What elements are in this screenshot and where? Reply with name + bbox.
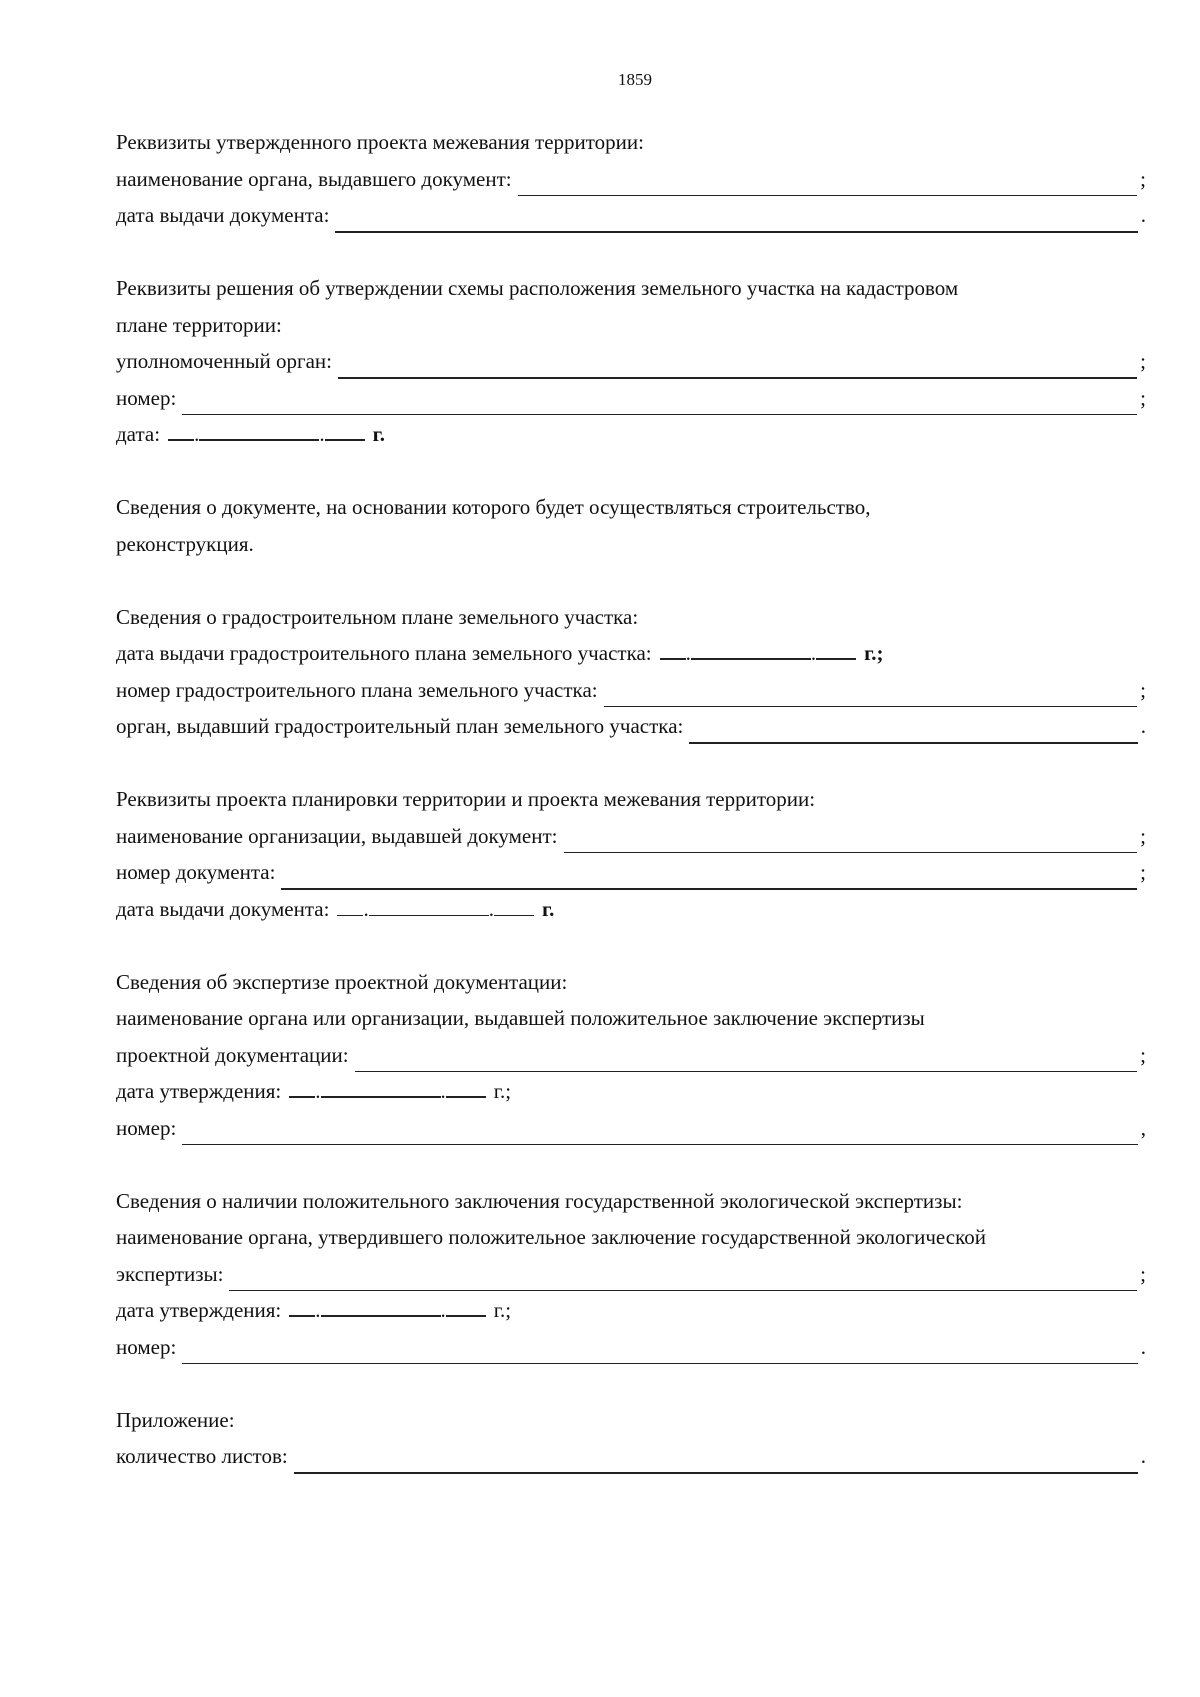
number-row — [116, 854, 1146, 891]
day-blank[interactable] — [660, 638, 686, 660]
year-suffix: г.; — [864, 641, 884, 665]
field-label: уполномоченный орган: — [116, 349, 332, 373]
line-end-punct: ; — [1140, 860, 1146, 884]
date-separator: . — [810, 641, 817, 665]
heading-text: Приложение: — [116, 1407, 235, 1432]
date-separator: . — [440, 1079, 446, 1103]
date-row — [116, 416, 1146, 453]
month-blank[interactable] — [691, 638, 811, 660]
construction-doc-section — [116, 489, 1146, 562]
date-separator: . — [315, 1298, 321, 1322]
issuer-row — [116, 708, 1146, 745]
line-end-punct: ; — [1140, 349, 1146, 373]
month-blank[interactable] — [321, 1295, 441, 1317]
issue-date-row — [116, 197, 1146, 234]
line-end-punct: . — [1140, 714, 1146, 738]
paragraph-line — [116, 526, 1146, 563]
heading-text: Сведения о наличии положительного заключения государственной экологической экспертизы: — [116, 1188, 963, 1213]
line-end-punct: ; — [1140, 385, 1146, 410]
section-heading — [116, 781, 1146, 818]
section-heading — [116, 964, 1146, 1001]
section-heading — [116, 599, 1146, 636]
form-body — [116, 124, 1146, 1511]
date-separator: . — [319, 422, 325, 446]
number-input-line[interactable] — [182, 1130, 1137, 1145]
field-label: номер градостроительного плана земельного участка: — [116, 677, 598, 702]
month-blank[interactable] — [369, 895, 489, 916]
day-blank[interactable] — [289, 1076, 315, 1098]
field-label: экспертизы: — [116, 1261, 224, 1286]
attachment-section — [116, 1402, 1146, 1475]
section-heading — [116, 1183, 1146, 1220]
authority-row — [116, 343, 1146, 380]
paragraph-text: Сведения о документе, на основании которого будет осуществляться строительство, — [116, 495, 871, 519]
field-label: дата утверждения: — [116, 1079, 282, 1103]
field-label: количество листов: — [116, 1444, 288, 1468]
section-heading — [116, 124, 1146, 161]
expertise-section — [116, 964, 1146, 1147]
heading-text: Реквизиты утвержденного проекта межевания территории: — [116, 130, 644, 154]
issuer-input-line[interactable] — [518, 181, 1138, 196]
issuer-label-line — [116, 1000, 1146, 1037]
issuer-row — [116, 1256, 1146, 1293]
year-blank[interactable] — [325, 419, 365, 441]
issuer-input-line[interactable] — [564, 838, 1138, 853]
issuer-input-line[interactable] — [229, 1276, 1137, 1291]
line-end-punct: ; — [1140, 1042, 1146, 1067]
urban-plan-section — [116, 599, 1146, 745]
field-label: орган, выдавший градостроительный план земельного участка: — [116, 714, 684, 738]
line-end-punct: , — [1140, 1115, 1146, 1140]
month-blank[interactable] — [321, 1076, 441, 1098]
approval-date-row — [116, 1073, 1146, 1110]
year-blank[interactable] — [446, 1295, 486, 1317]
date-separator: . — [363, 896, 369, 921]
line-end-punct: . — [1140, 1334, 1146, 1359]
day-blank[interactable] — [289, 1295, 315, 1317]
date-separator: . — [440, 1298, 446, 1322]
year-suffix: г. — [372, 422, 385, 446]
month-blank[interactable] — [199, 419, 319, 441]
heading-text: плане территории: — [116, 312, 282, 337]
section-heading — [116, 270, 1146, 307]
sheets-input-line[interactable] — [294, 1458, 1138, 1474]
line-end-punct: ; — [1140, 1261, 1146, 1286]
field-label: номер: — [116, 385, 177, 410]
year-blank[interactable] — [446, 1076, 486, 1098]
issuer-row — [116, 818, 1146, 855]
date-separator: . — [685, 641, 691, 665]
field-label: наименование органа, утвердившего положительное заключение государственной экологической — [116, 1225, 986, 1249]
paragraph-line — [116, 489, 1146, 526]
issuer-row — [116, 161, 1146, 198]
issuer-row — [116, 1037, 1146, 1074]
field-label: номер: — [116, 1115, 177, 1140]
line-end-punct: ; — [1140, 166, 1146, 191]
date-separator: . — [315, 1079, 321, 1103]
field-label: дата утверждения: — [116, 1298, 282, 1322]
heading-text: Реквизиты решения об утверждении схемы расположения земельного участка на кадастровом — [116, 276, 959, 300]
issuer-input-line[interactable] — [355, 1057, 1138, 1072]
field-label: дата выдачи градостроительного плана земельного участка: — [116, 641, 652, 665]
year-suffix: г.; — [493, 1079, 512, 1103]
field-label: наименование органа, выдавшего документ: — [116, 166, 512, 191]
year-blank[interactable] — [494, 895, 534, 916]
scheme-decision-section — [116, 270, 1146, 453]
sheets-row — [116, 1438, 1146, 1475]
approval-date-row — [116, 1292, 1146, 1329]
number-row — [116, 380, 1146, 417]
field-label: наименование органа или организации, выдавшей положительное заключение экспертизы — [116, 1006, 925, 1030]
field-label: проектной документации: — [116, 1042, 349, 1067]
year-suffix: г.; — [493, 1298, 512, 1322]
field-label: дата: — [116, 422, 161, 446]
line-end-punct: . — [1140, 203, 1146, 227]
heading-text: Реквизиты проекта планировки территории и проекта межевания территории: — [116, 787, 816, 811]
day-blank[interactable] — [337, 895, 363, 916]
line-end-punct: ; — [1140, 677, 1146, 702]
issuer-label-line — [116, 1219, 1146, 1256]
issue-date-input-line[interactable] — [335, 217, 1137, 233]
authority-input-line[interactable] — [338, 363, 1137, 379]
heading-text: Сведения о градостроительном плане земельного участка: — [116, 604, 639, 629]
page-number: 1859 — [618, 70, 652, 89]
date-separator: . — [194, 422, 200, 446]
number-input-line[interactable] — [182, 1349, 1137, 1364]
heading-text: Сведения об экспертизе проектной документации: — [116, 969, 568, 994]
year-suffix: г. — [541, 896, 555, 921]
field-label: дата выдачи документа: — [116, 203, 330, 227]
eco-expertise-section — [116, 1183, 1146, 1366]
day-blank[interactable] — [168, 419, 194, 441]
number-input-line[interactable] — [182, 400, 1137, 415]
issue-date-row — [116, 635, 1146, 672]
planning-project-section — [116, 781, 1146, 927]
number-input-line[interactable] — [281, 874, 1137, 890]
field-label: наименование организации, выдавшей документ: — [116, 823, 558, 848]
section-heading-cont — [116, 307, 1146, 344]
section-heading — [116, 1402, 1146, 1439]
line-end-punct: ; — [1140, 823, 1146, 848]
number-row — [116, 1110, 1146, 1147]
field-label: дата выдачи документа: — [116, 896, 330, 921]
issuer-input-line[interactable] — [689, 728, 1137, 744]
paragraph-text: реконструкция. — [116, 531, 254, 556]
date-separator: . — [488, 896, 494, 921]
survey-project-section — [116, 124, 1146, 234]
field-label: номер документа: — [116, 860, 276, 884]
field-label: номер: — [116, 1334, 177, 1359]
line-end-punct: . — [1140, 1444, 1146, 1468]
number-row — [116, 1329, 1146, 1366]
number-input-line[interactable] — [604, 692, 1138, 707]
year-blank[interactable] — [816, 638, 856, 660]
number-row — [116, 672, 1146, 709]
issue-date-row — [116, 891, 1146, 928]
